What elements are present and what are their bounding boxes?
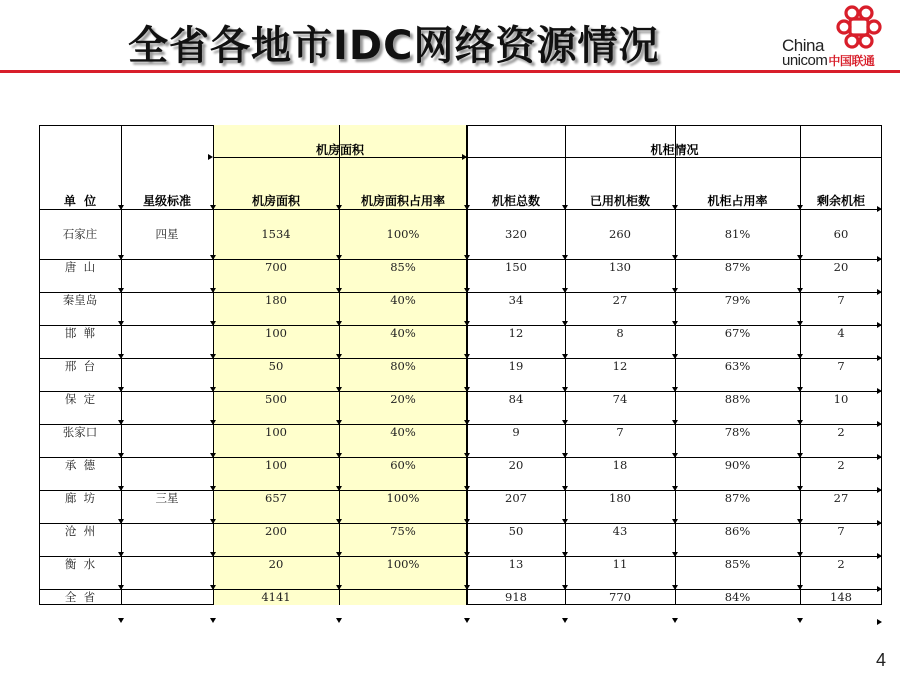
cell-marker-icon (672, 453, 678, 458)
table-cell: 80% (390, 359, 416, 373)
column-header: 星级标准 (142, 194, 191, 208)
cell-marker-icon (797, 420, 803, 425)
cell-marker-icon (797, 387, 803, 392)
table-cell: 40% (390, 326, 416, 340)
table-cell: 4 (837, 326, 845, 340)
row-unit: 保 定 (64, 392, 96, 406)
table-cell: 500 (265, 392, 287, 406)
cell-marker-icon (336, 453, 342, 458)
cell-marker-icon (210, 205, 216, 210)
table-cell: 207 (505, 491, 527, 505)
table-cell: 87% (724, 260, 751, 274)
cell-marker-icon (672, 486, 678, 491)
table-cell: 27 (612, 293, 628, 307)
table-cell: 148 (830, 590, 852, 604)
cell-marker-icon (210, 519, 216, 524)
table-cell: 7 (837, 524, 845, 538)
table-cell: 7 (837, 293, 845, 307)
logo-text-cn: 中国联通 (828, 54, 875, 68)
table-cell: 4141 (261, 590, 291, 604)
cell-marker-icon (672, 321, 678, 326)
cell-marker-icon (336, 321, 342, 326)
cell-marker-icon (210, 618, 216, 623)
cell-marker-icon (336, 255, 342, 260)
row-unit: 廊 坊 (64, 491, 96, 505)
row-unit: 邢 台 (64, 359, 96, 373)
table-cell: 100% (386, 557, 420, 571)
table-cell: 12 (612, 359, 628, 373)
cell-marker-icon (210, 585, 216, 590)
row-end-marker-icon (877, 553, 882, 559)
table-cell: 9 (512, 425, 520, 439)
cell-marker-icon (464, 486, 470, 491)
cell-marker-icon (797, 255, 803, 260)
cell-marker-icon (336, 486, 342, 491)
cell-marker-icon (464, 552, 470, 557)
table-cell: 180 (265, 293, 287, 307)
table-cell: 13 (508, 557, 524, 571)
cell-marker-icon (210, 486, 216, 491)
table-cell: 19 (508, 359, 524, 373)
table-cell: 81% (724, 227, 751, 241)
table-cell: 11 (612, 557, 628, 571)
cell-marker-icon (797, 519, 803, 524)
cell-marker-icon (562, 585, 568, 590)
table-cell: 86% (724, 524, 751, 538)
row-separator (39, 209, 882, 210)
table-cell: 8 (616, 326, 624, 340)
row-unit: 沧 州 (64, 524, 96, 538)
table-cell: 85% (724, 557, 751, 571)
table-cell: 75% (390, 524, 416, 538)
cell-marker-icon (672, 255, 678, 260)
group-header-area: 机房面积 (315, 143, 364, 157)
table-cell: 85% (390, 260, 416, 274)
row-end-marker-icon (877, 520, 882, 526)
table-cell: 87% (724, 491, 751, 505)
cell-marker-icon (562, 321, 568, 326)
logo-text-unicom: unicom中国联通 (782, 52, 875, 69)
cell-marker-icon (118, 205, 124, 210)
cell-marker-icon (210, 321, 216, 326)
cell-marker-icon (672, 354, 678, 359)
cell-marker-icon (210, 420, 216, 425)
row-unit: 衡 水 (64, 557, 96, 571)
cell-marker-icon (672, 618, 678, 623)
table-cell: 100% (386, 227, 420, 241)
row-unit: 邯 郸 (64, 326, 96, 340)
row-unit: 石家庄 (62, 227, 98, 241)
cell-marker-icon (797, 288, 803, 293)
cell-marker-icon (118, 420, 124, 425)
cell-marker-icon (336, 585, 342, 590)
table-cell: 20 (268, 557, 284, 571)
cell-marker-icon (464, 420, 470, 425)
table-cell: 60 (833, 227, 849, 241)
table-cell: 260 (609, 227, 631, 241)
cell-marker-icon (797, 205, 803, 210)
cell-marker-icon (118, 552, 124, 557)
table-cell: 84 (508, 392, 524, 406)
group-marker-icon (208, 154, 213, 160)
table-cell: 43 (612, 524, 628, 538)
cell-marker-icon (672, 288, 678, 293)
table-cell: 88% (724, 392, 751, 406)
table-cell: 67% (724, 326, 751, 340)
column-header: 机房面积占用率 (360, 194, 445, 208)
cell-marker-icon (797, 453, 803, 458)
unicom-knot-icon (835, 4, 883, 50)
table-cell: 700 (265, 260, 287, 274)
row-unit: 秦皇岛 (62, 293, 98, 307)
row-end-marker-icon (877, 256, 882, 262)
page-number: 4 (876, 650, 887, 670)
table-cell: 2 (837, 557, 845, 571)
table-cell: 20 (508, 458, 524, 472)
row-end-marker-icon (877, 586, 882, 592)
cell-marker-icon (336, 420, 342, 425)
row-end-marker-icon (877, 322, 882, 328)
table-cell: 63% (724, 359, 751, 373)
group-header-cabinet: 机柜情况 (650, 143, 699, 157)
cell-marker-icon (797, 486, 803, 491)
table-cell: 100 (265, 326, 287, 340)
cell-marker-icon (210, 288, 216, 293)
table-cell: 12 (508, 326, 524, 340)
cell-marker-icon (118, 255, 124, 260)
table-cell: 50 (508, 524, 524, 538)
cell-marker-icon (118, 486, 124, 491)
table-cell: 50 (268, 359, 284, 373)
cell-marker-icon (210, 255, 216, 260)
cell-marker-icon (797, 552, 803, 557)
table-cell: 320 (505, 227, 527, 241)
cell-marker-icon (562, 618, 568, 623)
column-header: 机房面积 (251, 194, 300, 208)
table-cell: 7 (616, 425, 624, 439)
cell-marker-icon (464, 519, 470, 524)
row-end-marker-icon (877, 421, 882, 427)
table-cell: 79% (724, 293, 751, 307)
row-end-marker-icon (877, 619, 882, 625)
cell-marker-icon (562, 519, 568, 524)
table-cell: 18 (612, 458, 628, 472)
table-cell: 200 (265, 524, 287, 538)
table-cell: 918 (505, 590, 527, 604)
cell-marker-icon (464, 453, 470, 458)
cell-marker-icon (464, 618, 470, 623)
table-cell: 40% (390, 425, 416, 439)
logo-text-china: China (782, 36, 824, 55)
table-cell: 770 (609, 590, 631, 604)
cell-marker-icon (336, 387, 342, 392)
table-cell: 84% (724, 590, 751, 604)
row-end-marker-icon (877, 206, 882, 212)
group-marker-icon (462, 154, 467, 160)
cell-marker-icon (336, 354, 342, 359)
table-cell: 7 (837, 359, 845, 373)
table-cell: 100 (265, 458, 287, 472)
cell-marker-icon (118, 585, 124, 590)
table-cell: 100% (386, 491, 420, 505)
cell-marker-icon (672, 585, 678, 590)
column-header: 剩余机柜 (816, 194, 865, 208)
cell-marker-icon (797, 354, 803, 359)
cell-marker-icon (210, 453, 216, 458)
row-unit: 全 省 (64, 590, 96, 604)
table-cell: 78% (724, 425, 751, 439)
table-cell: 180 (609, 491, 631, 505)
column-header: 已用机柜数 (589, 194, 650, 208)
row-unit: 唐 山 (64, 260, 96, 274)
table-cell: 40% (390, 293, 416, 307)
row-unit: 承 德 (64, 458, 96, 472)
cell-marker-icon (797, 321, 803, 326)
table-cell: 四星 (155, 227, 179, 241)
table-cell: 130 (609, 260, 631, 274)
table-cell: 90% (724, 458, 751, 472)
cell-marker-icon (562, 288, 568, 293)
cell-marker-icon (118, 453, 124, 458)
cell-marker-icon (336, 205, 342, 210)
table-cell: 2 (837, 458, 845, 472)
row-unit: 张家口 (62, 425, 98, 439)
cell-marker-icon (118, 354, 124, 359)
cell-marker-icon (464, 387, 470, 392)
column-header: 机柜总数 (491, 194, 540, 208)
table-cell: 657 (265, 491, 287, 505)
cell-marker-icon (562, 552, 568, 557)
table-cell: 10 (833, 392, 849, 406)
cell-marker-icon (672, 519, 678, 524)
table-cell: 20 (833, 260, 849, 274)
cell-marker-icon (672, 205, 678, 210)
cell-marker-icon (336, 519, 342, 524)
cell-marker-icon (797, 585, 803, 590)
cell-marker-icon (210, 354, 216, 359)
cell-marker-icon (118, 387, 124, 392)
table-cell: 三星 (155, 491, 179, 505)
page-title: 全省各地市IDC网络资源情况 (128, 23, 660, 69)
table-cell: 100 (265, 425, 287, 439)
china-unicom-logo (780, 4, 895, 70)
column-header: 机柜占用率 (707, 194, 768, 208)
cell-marker-icon (672, 552, 678, 557)
cell-marker-icon (562, 387, 568, 392)
cell-marker-icon (336, 288, 342, 293)
cell-marker-icon (464, 288, 470, 293)
row-end-marker-icon (877, 388, 882, 394)
table-cell: 27 (833, 491, 849, 505)
cell-marker-icon (118, 519, 124, 524)
table-cell: 74 (612, 392, 628, 406)
cell-marker-icon (118, 618, 124, 623)
cell-marker-icon (464, 585, 470, 590)
table-cell: 60% (390, 458, 416, 472)
cell-marker-icon (562, 420, 568, 425)
cell-marker-icon (464, 321, 470, 326)
row-end-marker-icon (877, 487, 882, 493)
column-header: 单 位 (63, 194, 97, 208)
cell-marker-icon (464, 205, 470, 210)
table-cell: 1534 (261, 227, 291, 241)
cell-marker-icon (464, 354, 470, 359)
table-cell: 34 (508, 293, 524, 307)
cell-marker-icon (210, 387, 216, 392)
cell-marker-icon (336, 618, 342, 623)
cell-marker-icon (672, 420, 678, 425)
cell-marker-icon (336, 552, 342, 557)
row-end-marker-icon (877, 454, 882, 460)
table-cell: 20% (390, 392, 416, 406)
cell-marker-icon (672, 387, 678, 392)
cell-marker-icon (797, 618, 803, 623)
cell-marker-icon (118, 288, 124, 293)
cell-marker-icon (562, 486, 568, 491)
title-underline (0, 70, 900, 73)
table-cell: 150 (505, 260, 527, 274)
row-end-marker-icon (877, 355, 882, 361)
cell-marker-icon (562, 205, 568, 210)
cell-marker-icon (210, 552, 216, 557)
cell-marker-icon (118, 321, 124, 326)
cell-marker-icon (464, 255, 470, 260)
table-cell: 2 (837, 425, 845, 439)
cell-marker-icon (562, 354, 568, 359)
cell-marker-icon (562, 453, 568, 458)
row-end-marker-icon (877, 289, 882, 295)
cell-marker-icon (562, 255, 568, 260)
